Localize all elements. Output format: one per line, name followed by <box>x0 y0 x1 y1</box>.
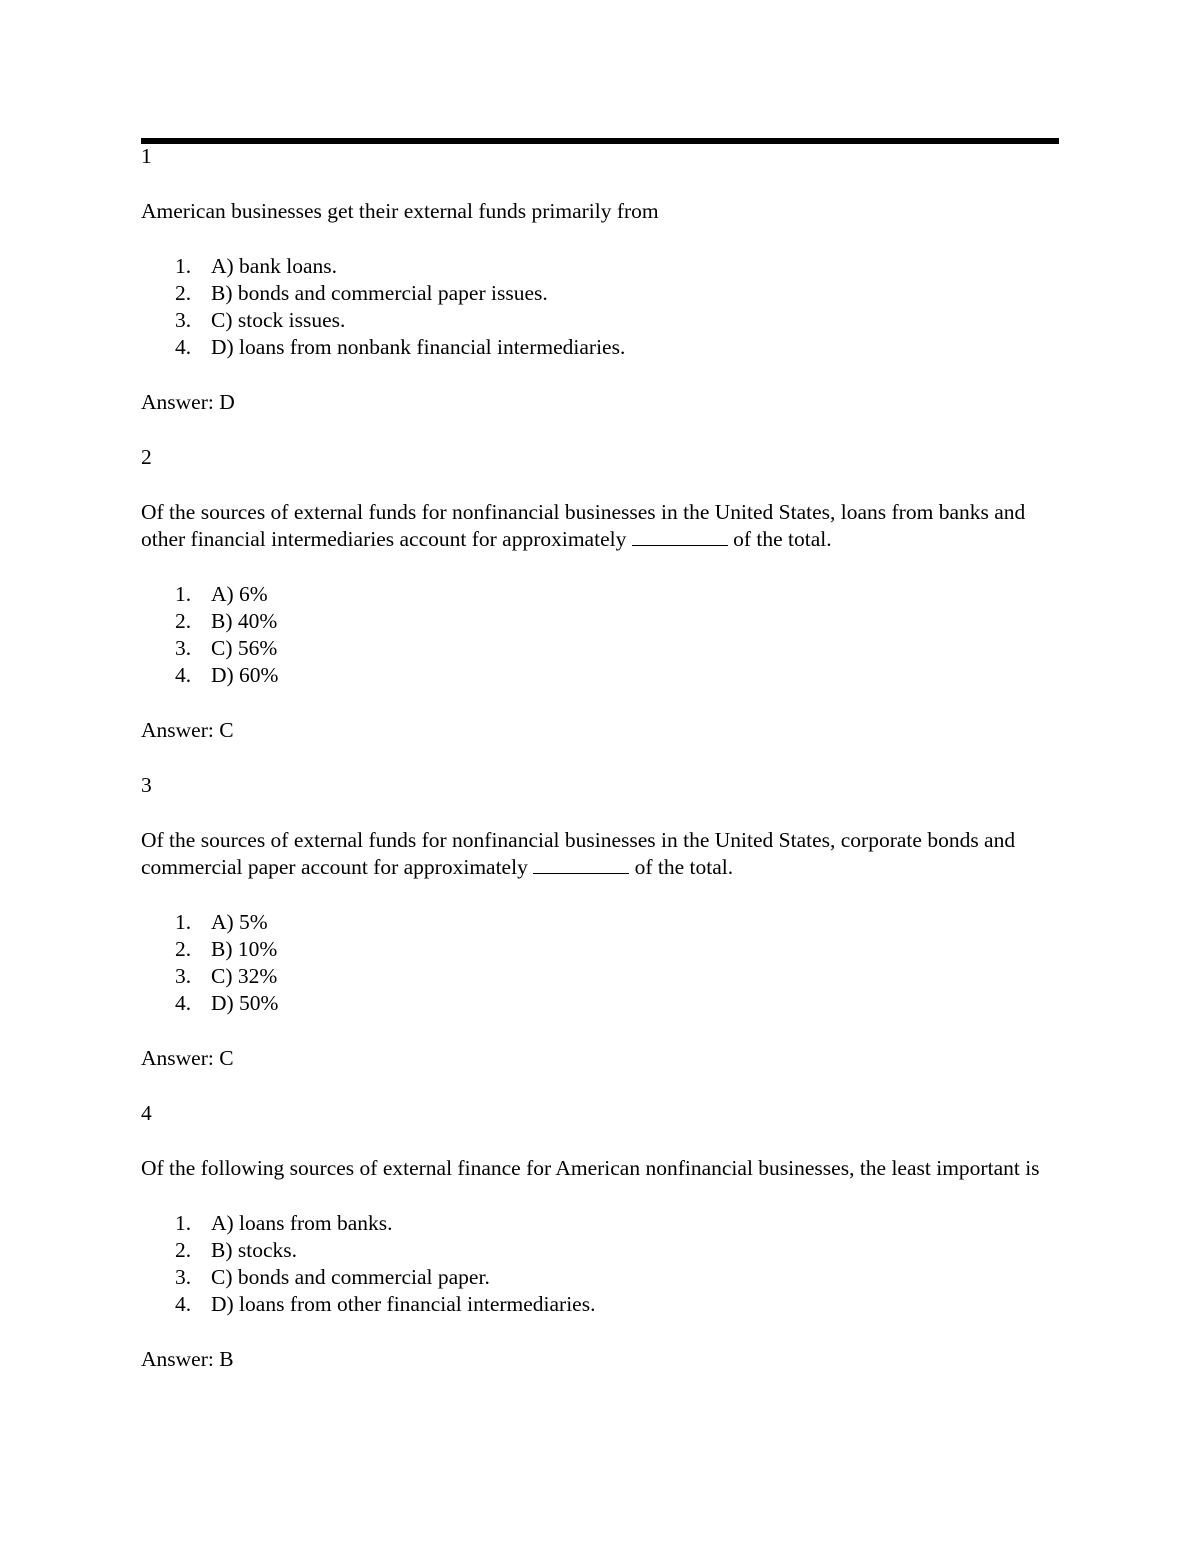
option-number: 3. <box>175 308 192 332</box>
answer-line: Answer: C <box>141 1046 234 1070</box>
option-text: D) loans from nonbank financial intermediaries. <box>211 335 626 359</box>
option-number: 4. <box>175 663 192 687</box>
option-item <box>141 280 1066 307</box>
option-item <box>141 936 1066 963</box>
question-stem <box>141 499 1066 553</box>
option-number: 4. <box>175 991 192 1015</box>
option-text: B) 10% <box>211 937 278 961</box>
option-item <box>141 1237 1066 1264</box>
option-number: 3. <box>175 636 192 660</box>
option-text: B) 40% <box>211 609 278 633</box>
option-item <box>141 1210 1066 1237</box>
option-number: 3. <box>175 964 192 988</box>
option-number: 1. <box>175 910 192 934</box>
answer-line: Answer: D <box>141 390 235 414</box>
option-text: C) stock issues. <box>211 308 346 332</box>
option-number: 1. <box>175 582 192 606</box>
option-text: C) 32% <box>211 964 278 988</box>
question-number: 3 <box>141 773 152 797</box>
question-number: 4 <box>141 1101 152 1125</box>
option-item <box>141 334 1066 361</box>
option-number: 2. <box>175 937 192 961</box>
option-text: A) 5% <box>211 910 268 934</box>
option-number: 3. <box>175 1265 192 1289</box>
question-3 <box>141 772 1066 1072</box>
option-item <box>141 963 1066 990</box>
option-item <box>141 990 1066 1017</box>
option-number: 1. <box>175 1211 192 1235</box>
option-item <box>141 1291 1066 1318</box>
option-item <box>141 662 1066 689</box>
option-item <box>141 909 1066 936</box>
fill-in-blank <box>533 855 629 874</box>
question-stem <box>141 827 1066 881</box>
stem-text: Of the sources of external funds for nonfinancial businesses in the United States, corporate bonds and commercial paper account for approximately <box>141 828 1016 879</box>
option-text: A) bank loans. <box>211 254 337 278</box>
option-text: D) 60% <box>211 663 279 687</box>
option-text: B) stocks. <box>211 1238 297 1262</box>
option-number: 4. <box>175 335 192 359</box>
question-1 <box>141 143 1066 416</box>
option-list <box>141 581 1066 689</box>
question-number: 1 <box>141 144 152 168</box>
question-2 <box>141 444 1066 744</box>
document-body <box>141 143 1066 1373</box>
option-number: 2. <box>175 609 192 633</box>
option-text: A) loans from banks. <box>211 1211 393 1235</box>
question-4 <box>141 1100 1066 1373</box>
option-text: A) 6% <box>211 582 268 606</box>
stem-text: Of the sources of external funds for nonfinancial businesses in the United States, loans from banks and other financial intermediaries account for approximately <box>141 500 1026 551</box>
question-stem: American businesses get their external funds primarily from <box>141 199 659 223</box>
option-item <box>141 608 1066 635</box>
fill-in-blank <box>632 527 728 546</box>
option-number: 2. <box>175 1238 192 1262</box>
option-item <box>141 635 1066 662</box>
option-text: B) bonds and commercial paper issues. <box>211 281 548 305</box>
option-list <box>141 909 1066 1017</box>
question-number: 2 <box>141 445 152 469</box>
answer-line: Answer: B <box>141 1347 234 1371</box>
option-text: C) 56% <box>211 636 278 660</box>
option-item <box>141 581 1066 608</box>
option-item <box>141 253 1066 280</box>
answer-line: Answer: C <box>141 718 234 742</box>
option-text: C) bonds and commercial paper. <box>211 1265 490 1289</box>
option-item <box>141 1264 1066 1291</box>
option-list <box>141 1210 1066 1318</box>
option-item <box>141 307 1066 334</box>
option-list <box>141 253 1066 361</box>
option-text: D) loans from other financial intermediaries. <box>211 1292 596 1316</box>
stem-text-end: of the total. <box>727 527 832 551</box>
stem-text-end: of the total. <box>629 855 734 879</box>
question-stem: Of the following sources of external finance for American nonfinancial businesses, the least important is <box>141 1156 1040 1180</box>
option-text: D) 50% <box>211 991 279 1015</box>
option-number: 1. <box>175 254 192 278</box>
option-number: 2. <box>175 281 192 305</box>
option-number: 4. <box>175 1292 192 1316</box>
